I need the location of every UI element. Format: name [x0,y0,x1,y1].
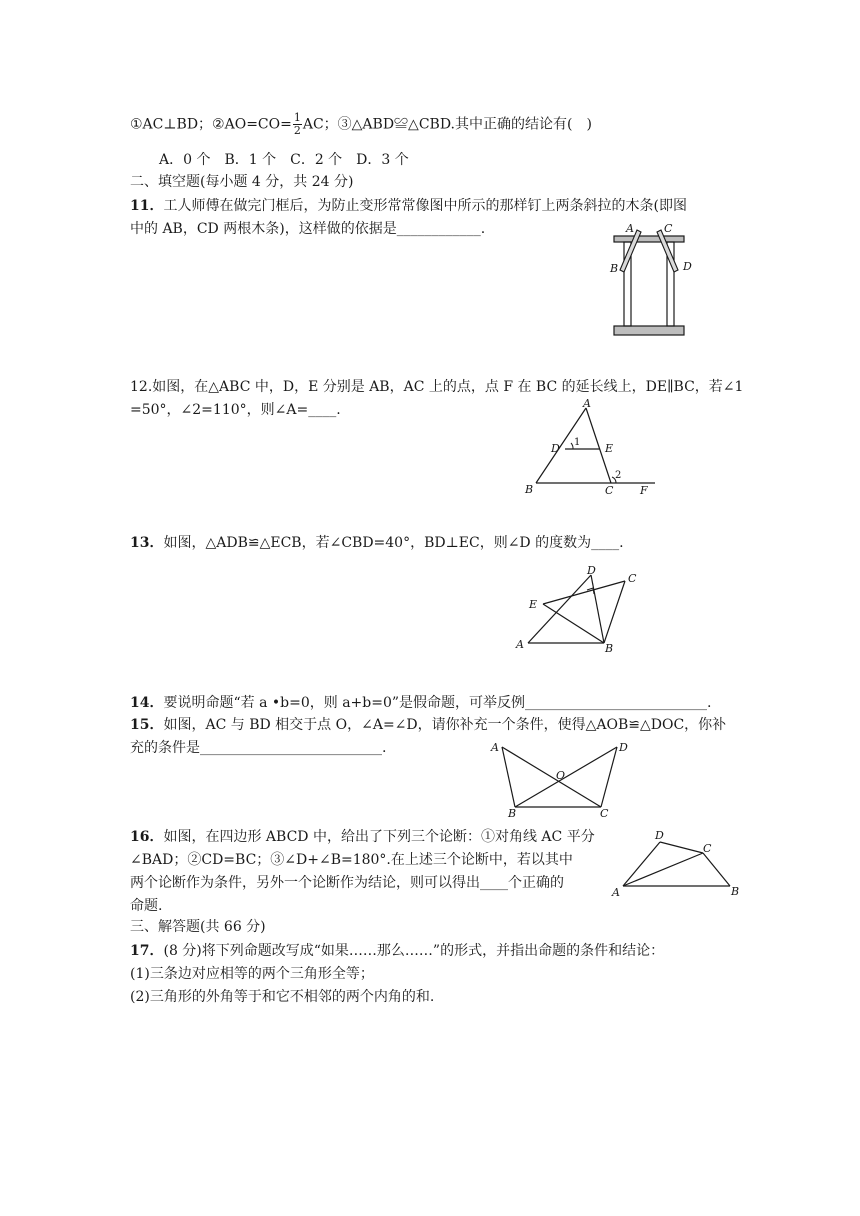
q15-line1 [130,715,726,735]
q11-line2: 中的 AB，CD 两根木条)，这样做的依据是____________. [130,221,486,237]
label-b: B [605,642,614,655]
label-a: A [516,638,524,651]
fraction-one-half [293,112,302,137]
segment-ac [502,747,601,807]
q10-statements [130,112,592,137]
q11-number: 11． [130,198,164,214]
label-b: B [731,885,740,898]
segment-ab [502,747,515,807]
label-d: D [683,260,692,273]
label-b: B [610,262,619,275]
segment-dc [601,747,617,807]
quadrilateral-abcd-figure [608,826,743,901]
label-d: D [619,741,628,754]
label-angle-1: 1 [574,437,581,448]
segment-dc [660,842,703,853]
q16-number: 16． [130,829,164,845]
intersecting-segments-figure [486,737,636,822]
q17-item1: (1)三条边对应相等的两个三角形全等； [130,966,374,982]
bottom-beam [614,326,684,335]
label-c: C [703,842,712,855]
q16-text: 如图，在四边形 ABCD 中，给出了下列三个论断：①对角线 AC 平分 [163,829,595,845]
label-e: E [529,598,538,611]
label-e: E [605,442,614,455]
label-c: C [628,572,637,585]
segment-db [515,747,617,807]
q10-statements-post: AC；③△ABD≌△CBD.其中正确的结论有( ) [302,116,592,133]
diagonal-ac [623,853,703,886]
q16-line1 [130,827,595,847]
triangle-abc-figure [520,396,670,496]
label-f: F [640,484,648,496]
segment-ec [543,581,625,604]
fraction-numerator: 1 [293,111,301,124]
q17-text: (8 分)将下列命题改写成“如果……那么……”的形式，并指出命题的条件和结论： [163,943,665,959]
q17-item2: (2)三角形的外角等于和它不相邻的两个内角的和. [130,989,435,1005]
segment-ad [623,842,660,886]
label-d: D [587,564,596,577]
q14-number: 14． [130,695,164,711]
label-b: B [508,807,517,820]
fraction-denominator: 2 [293,124,301,137]
q10-options: A．0 个 B．1 个 C．2 个 D．3 个 [159,152,409,168]
q15-number: 15． [130,717,164,733]
segment-eb [543,604,604,643]
label-c: C [605,484,614,496]
q14-line1 [130,693,711,713]
q11-text: 工人师傅在做完门框后，为防止变形常常像图中所示的那样钉上两条斜拉的木条(即图 [163,198,687,214]
segment-cb [604,581,625,643]
top-beam [614,236,684,242]
label-c: C [600,807,609,820]
q11-line1 [130,196,687,216]
label-d: D [551,442,560,455]
label-a: A [612,886,620,899]
angle-1-arc [571,443,573,449]
section-3-title: 三、解答题(共 66 分) [130,919,266,935]
label-b: B [525,483,534,496]
q13-text: 如图，△ADB≌△ECB，若∠CBD=40°，BD⊥EC，则∠D 的度数为____. [163,535,624,551]
q13-line1 [130,533,624,553]
q15-line2: 充的条件是__________________________. [130,740,387,756]
q16-line2: ∠BAD；②CD=BC；③∠D+∠B=180°.在上述三个论断中，若以其中 [130,852,573,868]
congruent-triangles-figure [514,564,644,659]
q12-line2: =50°，∠2=110°，则∠A=____. [130,402,341,418]
label-angle-2: 2 [615,470,622,481]
segment-db [591,575,604,643]
q15-text: 如图，AC 与 BD 相交于点 O，∠A=∠D，请你补充一个条件，使得△AOB≌△DOC，你补 [163,717,727,733]
segment-cb [703,853,730,886]
label-a: A [491,741,499,754]
q16-line4: 命题. [130,898,163,914]
segment-ad [528,575,591,643]
q12-line1: 12.如图，在△ABC 中，D，E 分别是 AB，AC 上的点，点 F 在 BC 的延长线上，DE∥BC，若∠1 [130,379,744,395]
label-a: A [583,397,591,410]
q16-line3: 两个论断作为条件，另外一个论断作为结论，则可以得出____个正确的 [130,875,564,891]
label-o: O [556,769,566,782]
door-frame-figure [606,218,716,343]
q13-number: 13． [130,535,164,551]
section-2-title: 二、填空题(每小题 4 分，共 24 分) [130,174,354,190]
label-d: D [655,829,664,842]
label-c: C [664,222,673,235]
q14-text: 要说明命题“若 a •b=0，则 a+b=0”是假命题，可举反例__________________________. [163,695,712,711]
label-a: A [626,222,634,235]
q17-line1 [130,941,664,961]
q10-statements-pre: ①AC⊥BD；②AO=CO= [130,116,292,133]
q17-number: 17． [130,943,164,959]
